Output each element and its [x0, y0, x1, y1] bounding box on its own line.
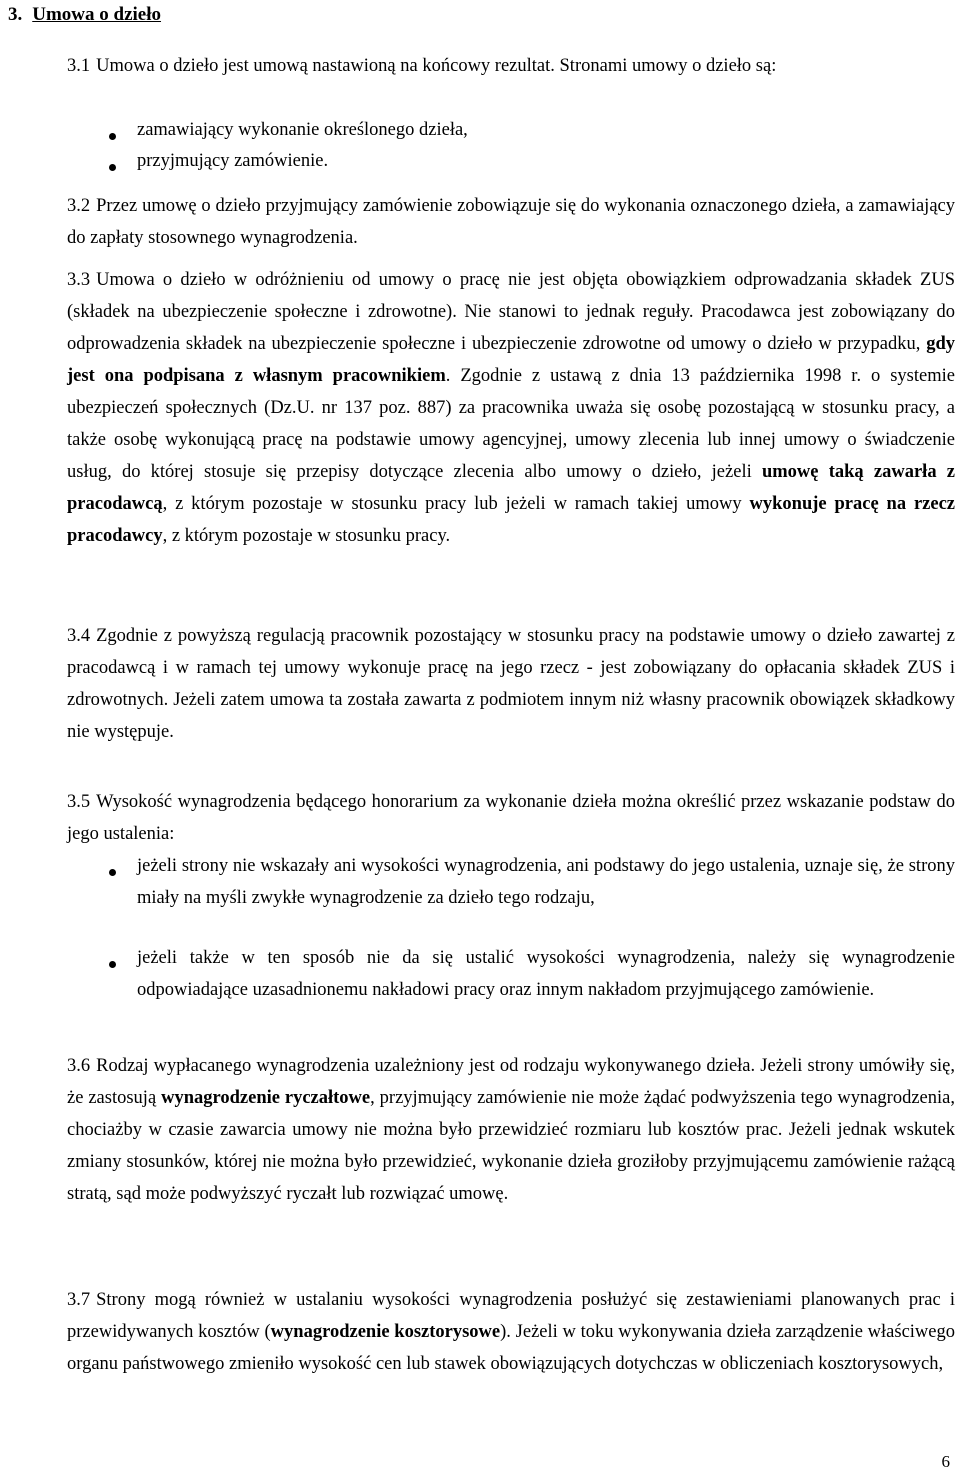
section-text: Strony mogą również w ustalaniu wysokości wynagrodzenia posłużyć się zestawieniami planowanych prac i przewidywanych kosztów ( — [67, 1290, 955, 1342]
list-item: zamawiający wykonanie określonego dzieła, — [137, 120, 468, 140]
section-3-4 — [67, 620, 955, 748]
emphasis-text: wykonuje pracę na rzecz pracodawcy — [67, 494, 956, 546]
emphasis-text: wynagrodzenie ryczałtowe — [161, 1088, 371, 1108]
heading-number: 3. — [8, 4, 23, 25]
section-number: 3.5 — [67, 792, 91, 812]
section-text: Umowa o dzieło jest umową nastawioną na końcowy rezultat. Stronami umowy o dzieło są: — [96, 56, 777, 76]
list-item: jeżeli także w ten sposób nie da się ustalić wysokości wynagrodzenia, należy się wynagrodzenie odpowiadające uzasadnionemu nakładowi pracy oraz innym nakładom przyjmującego zamówienie. — [137, 948, 955, 1000]
section-text: Przez umowę o dzieło przyjmujący zamówienie zobowiązuje się do wykonania oznaczonego dzieła, a zamawiający do zapłaty stosownego wynagrodzenia. — [67, 196, 955, 248]
section-3-1 — [67, 50, 937, 82]
list-item: jeżeli strony nie wskazały ani wysokości wynagrodzenia, ani podstawy do jego ustalenia, uznaje się, że strony miały na myśli zwykłe wynagrodzenie za dzieło tego rodzaju, — [137, 856, 955, 908]
bullet-icon — [109, 869, 116, 876]
section-text: , z którym pozostaje w stosunku pracy lub jeżeli w ramach takiej umowy — [162, 494, 742, 514]
section-3-7 — [67, 1284, 955, 1380]
bullet-icon — [109, 133, 116, 140]
section-number: 3.6 — [67, 1056, 91, 1076]
page-number: 6 — [941, 1452, 950, 1471]
section-text: , z którym pozostaje w stosunku pracy. — [162, 526, 451, 546]
section-heading — [8, 0, 161, 30]
heading-title: Umowa o dzieło — [32, 4, 162, 25]
section-3-5 — [67, 786, 955, 850]
emphasis-text: gdy jest ona podpisana z własnym pracownikiem — [67, 334, 955, 386]
section-3-2 — [67, 190, 955, 254]
section-text: Wysokość wynagrodzenia będącego honorarium za wykonanie dzieła można określić przez wskazanie podstaw do jego ustalenia: — [67, 792, 955, 844]
section-text: , przyjmujący zamówienie nie może żądać podwyższenia tego wynagrodzenia, chociażby w czasie zawarcia umowy nie można było przewidzieć rozmiaru lub kosztów prac. Jeżeli jednak wskutek zmiany stosunków, której nie można było przewidzieć, wykonanie dzieła groziłoby przyjmującemu zamówienie rażącą stratą, sąd może podwyższyć ryczałt lub rozwiązać umowę. — [67, 1088, 955, 1204]
section-text: Rodzaj wypłacanego wynagrodzenia uzależniony jest od rodzaju wykonywanego dzieła. Jeżeli strony umówiły się, że zastosują — [67, 1056, 955, 1108]
section-text: ). Jeżeli w toku wykonywania dzieła zarządzenie właściwego organu państwowego zmieniło wysokość cen lub stawek obowiązujących dotychczas w obliczeniach kosztorysowych, — [67, 1322, 955, 1374]
section-3-3 — [67, 264, 955, 552]
section-text: . Zgodnie z ustawą z dnia 13 października 1998 r. o systemie ubezpieczeń społecznych (Dz.U. nr 137 poz. 887) za pracownika uważa się osobę pozostającą w stosunku pracy, a także osobę wykonującą pracę na podstawie umowy agencyjnej, umowy zlecenia lub innej umowy o świadczenie usług, do której stosuje się przepisy dotyczące zlecenia albo umowy o dzieło, jeżeli — [67, 366, 955, 482]
list-item: przyjmujący zamówienie. — [137, 151, 329, 171]
section-3-6 — [67, 1050, 955, 1210]
section-number: 3.1 — [67, 56, 91, 76]
section-number: 3.4 — [67, 626, 91, 646]
section-text: Zgodnie z powyższą regulacją pracownik pozostający w stosunku pracy na podstawie umowy o dzieło zawartej z pracodawcą i w ramach tej umowy wykonuje pracę na jego rzecz - jest zobowiązany do opłacania składek ZUS i zdrowotnych. Jeżeli zatem umowa ta została zawarta z podmiotem innym niż własny pracownik obowiązek składkowy nie występuje. — [67, 626, 955, 742]
section-text: Umowa o dzieło w odróżnieniu od umowy o pracę nie jest objęta obowiązkiem odprowadzania składek ZUS (składek na ubezpieczenie społeczne i zdrowotne). Nie stanowi to jednak reguły. Pracodawca jest zobowiązany do odprowadzenia składek na ubezpieczenie społeczne i ubezpieczenie zdrowotne od umowy o dzieło w przypadku, — [67, 270, 955, 354]
section-number: 3.3 — [67, 270, 91, 290]
bullet-icon — [109, 961, 116, 968]
section-number: 3.7 — [67, 1290, 91, 1310]
emphasis-text: umowę taką zawarła z pracodawcą — [67, 462, 956, 514]
emphasis-text: wynagrodzenie kosztorysowe — [270, 1322, 501, 1342]
section-number: 3.2 — [67, 196, 91, 216]
bullet-icon — [109, 164, 116, 171]
